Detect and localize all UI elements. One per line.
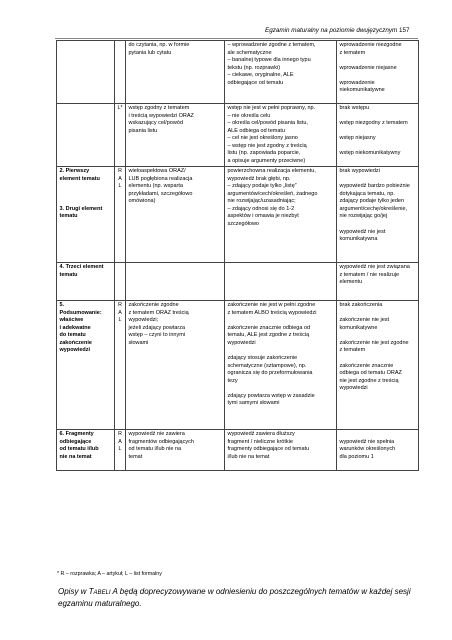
cell-line: odbiega od tematu ORAZ <box>339 370 402 377</box>
cell-line: wstęp nie jest w pełni poprawny, np. <box>227 105 316 111</box>
criterion-cell <box>57 41 115 104</box>
cell-line: właściwe <box>59 317 84 324</box>
cell-line <box>60 183 112 191</box>
col5-cell <box>337 167 419 263</box>
col3-cell <box>126 430 225 471</box>
criterion-cell <box>57 301 115 430</box>
cell-line: argumentów/cech/określeń, żadnego <box>227 190 318 197</box>
closing-part1: Opisy w <box>58 587 89 596</box>
header-rule <box>55 38 418 39</box>
cell-line: z tematem <box>339 347 366 354</box>
cell-line: jeżeli zdający powtarza <box>128 324 186 331</box>
cell-line: brak wstępu <box>339 105 370 111</box>
cell-line: wstęp niejasny <box>339 135 376 142</box>
cell-line: tezy <box>227 377 238 384</box>
cell-line <box>340 176 416 184</box>
header-title: Egzamin maturalny na poziomie dwujęzycznym <box>265 27 398 34</box>
cell-line: zakończenie nie jest w pełni zgodne <box>227 302 316 309</box>
closing-paragraph <box>58 586 428 610</box>
cell-line <box>340 72 416 80</box>
cell-line <box>340 431 416 439</box>
cell-line: wskazujący cel/powód <box>128 120 183 127</box>
cell-line: – nie określa celu <box>227 112 271 119</box>
cell-line: zakończenie znacznie odbiega od <box>227 324 311 331</box>
table-footnote: * R – rozprawka; A – artykuł; L – list formalny <box>57 571 162 577</box>
type-cell <box>115 301 126 430</box>
cell-line <box>60 198 112 206</box>
cell-line: A <box>118 175 122 182</box>
cell-line: odbiegające od tematu <box>227 79 284 86</box>
cell-line: tymi samymi słowami <box>227 400 280 407</box>
cell-line: nie jest zgodne z treścią <box>339 377 399 384</box>
cell-line: komunikatywna <box>339 236 378 243</box>
cell-line: R <box>118 431 122 438</box>
cell-line: 6. Fragmenty <box>59 431 94 438</box>
col5-cell <box>337 41 419 104</box>
cell-line: elementu <box>339 279 363 286</box>
cell-line: tekstu (np. rozprawki) <box>227 64 281 71</box>
cell-line: nie rozwijając/uzasadniając; <box>227 198 296 205</box>
cell-line: fragmentów odbiegających <box>128 438 194 445</box>
cell-line: temat <box>128 453 143 460</box>
cell-line: L <box>118 182 122 189</box>
cell-line: wypowiedź nie jest związana <box>339 264 410 271</box>
cell-line: nie na temat <box>59 453 92 460</box>
cell-line: – cel nie jest określony jasno <box>227 135 298 142</box>
cell-line: – wstęp nie jest zgodny z treścią <box>227 142 307 149</box>
cell-line: do czytania, np. w formie <box>128 42 190 48</box>
cell-line <box>340 128 416 136</box>
col4-cell <box>225 167 337 263</box>
cell-line <box>228 317 334 325</box>
col3-cell <box>126 263 225 301</box>
table-row <box>57 301 419 430</box>
cell-line: ALE odbiega od tematu <box>227 127 285 134</box>
cell-line: zdający powtarza wstęp w zasadzie <box>227 392 315 399</box>
table-row <box>57 263 419 301</box>
cell-line: zakończenie <box>59 339 92 346</box>
col3-cell <box>126 41 225 104</box>
cell-line: Podsumowanie: <box>59 309 102 316</box>
table-row <box>57 430 419 471</box>
cell-line: wypowiedzi <box>339 385 368 392</box>
col4-cell <box>225 430 337 471</box>
cell-line: omówiona) <box>128 198 156 205</box>
criterion-cell <box>57 167 115 263</box>
cell-line <box>228 347 334 355</box>
cell-line: – wprowadzenie zgodne z tematem, <box>227 42 316 48</box>
criterion-cell <box>57 263 115 301</box>
cell-line: odbiegające <box>59 438 92 445</box>
cell-line: tematu <box>59 213 78 220</box>
col5-cell <box>337 104 419 167</box>
closing-part2: A będą doprecyzowywane w odniesieniu do poszczególnych tematów w każdej sesji egzaminu maturalnego. <box>58 587 411 608</box>
cell-line: wypowiedzi; <box>128 317 159 324</box>
col4-cell <box>225 263 337 301</box>
cell-line: niekomunikatywne <box>339 87 385 94</box>
cell-line <box>340 332 416 340</box>
cell-line: wypowiedź zawiera dłuższy <box>227 431 295 438</box>
cell-line: schematyczne (sztampowe), np. <box>227 362 307 369</box>
col3-cell <box>126 104 225 167</box>
cell-line: do tematu <box>59 332 86 339</box>
cell-line: dotykająca tematu, np. <box>339 190 395 197</box>
col4-cell <box>225 41 337 104</box>
cell-line: a opisuje argumenty przeciwne) <box>227 157 306 164</box>
cell-line <box>340 113 416 121</box>
cell-line: warunków określonych <box>339 446 396 453</box>
cell-line: wprowadzenie <box>339 79 375 86</box>
cell-line: wstęp – czyni to innymi <box>128 332 186 339</box>
cell-line: wstęp niekomunikatywny <box>339 150 401 157</box>
cell-line: brak zakończenia <box>339 302 383 309</box>
cell-line: listu (np. zapowiada poparcie, <box>227 150 301 157</box>
col4-cell <box>225 301 337 430</box>
cell-line: wypowiedź brak głębi, np. <box>227 175 291 182</box>
cell-line: wypowiedzi <box>227 339 256 346</box>
page-number: 157 <box>399 27 410 34</box>
cell-line <box>60 191 112 199</box>
criterion-cell <box>57 430 115 471</box>
cell-line: pytania lub cytatu <box>128 49 172 56</box>
criterion-cell <box>57 104 115 167</box>
cell-line: zakończenie nie jest <box>339 317 390 324</box>
table-row <box>57 167 419 263</box>
type-cell <box>115 263 126 301</box>
cell-line <box>340 221 416 229</box>
cell-line: A <box>118 438 122 445</box>
cell-line: wstęp zgodny z tematem <box>128 105 190 111</box>
type-cell <box>115 167 126 263</box>
cell-line: A <box>118 309 122 316</box>
cell-line <box>340 57 416 65</box>
cell-line: z tematem / nie realizuje <box>339 271 400 278</box>
cell-line: zdający stosuje zakończenie <box>227 354 298 361</box>
cell-line: komunikatywne <box>339 324 378 331</box>
cell-line: przykładami, szczegółowo <box>128 190 193 197</box>
cell-line: element tematu <box>59 175 100 182</box>
type-cell <box>115 104 126 167</box>
col5-cell <box>337 301 419 430</box>
cell-line: wprowadzenie niezgodne <box>339 42 402 48</box>
cell-line: szczegółowo <box>227 220 259 227</box>
rubric-body <box>57 41 419 471</box>
cell-line: i/lub nie na temat <box>227 453 270 460</box>
cell-line: nie rozwijając go/jej <box>339 213 388 220</box>
closing-emph: Tabeli <box>88 587 111 596</box>
col3-cell <box>126 301 225 430</box>
cell-line: L* <box>117 105 123 111</box>
cell-line: aspektów i omawia je niezbyt <box>227 213 299 220</box>
cell-line: słowami <box>128 339 149 346</box>
cell-line: wieloaspektowa ORAZ/ <box>128 168 186 175</box>
cell-line: od tematu i/lub nie na <box>128 446 182 453</box>
cell-line: R <box>118 168 122 175</box>
cell-line: fragmenty odbiegające od tematu <box>227 446 310 453</box>
cell-line: z tematem <box>339 49 366 56</box>
cell-line: elementu (np. wsparta <box>128 183 183 190</box>
cell-line: wprowadzenie niejasne <box>339 64 397 71</box>
cell-line: 4. Trzeci element <box>59 264 104 271</box>
cell-line: argument/cechę/określenie, <box>339 205 408 212</box>
cell-line: ale schematyczne <box>227 49 272 56</box>
cell-line: zakończenie znacznie <box>339 362 394 369</box>
cell-line: zakończenie zgodne <box>128 302 179 309</box>
cell-line: pisania listu <box>128 127 158 134</box>
type-cell <box>115 41 126 104</box>
cell-line <box>340 310 416 318</box>
cell-line: L <box>118 445 122 452</box>
cell-line <box>340 355 416 363</box>
cell-line: – określa cel/powód pisania listu, <box>227 120 308 127</box>
cell-line: – banalnej typowe dla innego typu <box>227 57 311 64</box>
cell-line: zakończenie nie jest zgodne <box>339 339 409 346</box>
cell-line: powierzchowna realizacja elementu, <box>227 168 316 175</box>
cell-line: zdający podaje tylko jeden <box>339 198 405 205</box>
col5-cell <box>337 263 419 301</box>
cell-line: brak wypowiedzi <box>339 168 380 175</box>
table-row <box>57 41 419 104</box>
col3-cell <box>126 167 225 263</box>
cell-line: wstęp niezgodny z tematem <box>339 120 408 127</box>
cell-line: wypowiedź nie spełnia <box>339 438 395 445</box>
table-row <box>57 104 419 167</box>
cell-line: tematu <box>59 271 78 278</box>
cell-line: – ciekawe, oryginalne, ALE <box>227 72 294 79</box>
cell-line: i treścią wypowiedzi ORAZ <box>128 112 194 119</box>
col4-cell <box>225 104 337 167</box>
cell-line <box>228 385 334 393</box>
cell-line: R <box>118 302 122 309</box>
cell-line: L <box>118 316 122 323</box>
cell-line: – zdający odnosi się do 1-2 <box>227 205 295 212</box>
cell-line: – zdający podaje tylko „listę” <box>227 183 297 190</box>
cell-line: z tematem ALBO treścią wypowiedzi <box>227 309 317 316</box>
cell-line: LUB pogłębiona realizacja <box>128 175 193 182</box>
cell-line: od tematu i/lub <box>59 446 99 453</box>
cell-line: z tematem ORAZ treścią <box>128 309 189 316</box>
cell-line: fragment / nieliczne krótkie <box>227 438 293 445</box>
type-cell <box>115 430 126 471</box>
cell-line: wypowiedź nie jest <box>339 228 386 235</box>
cell-line: wypowiedzi <box>59 347 91 354</box>
cell-line: wypowiedź bardzo pobieżnie <box>339 183 410 190</box>
cell-line: wypowiedź nie zawiera <box>128 431 185 438</box>
cell-line: 3. Drugi element <box>59 205 103 212</box>
rubric-table <box>56 40 419 471</box>
cell-line: 5. <box>59 302 65 309</box>
cell-line <box>340 143 416 151</box>
cell-line: ogranicza się do przeformułowania <box>227 370 313 377</box>
cell-line: dla poziomu 1 <box>339 453 374 460</box>
cell-line: 2. Pierwszy <box>59 168 90 175</box>
cell-line: i adekwatne <box>59 324 91 331</box>
col5-cell <box>337 430 419 471</box>
cell-line: tematu, ALE jest zgodne z treścią <box>227 332 310 339</box>
